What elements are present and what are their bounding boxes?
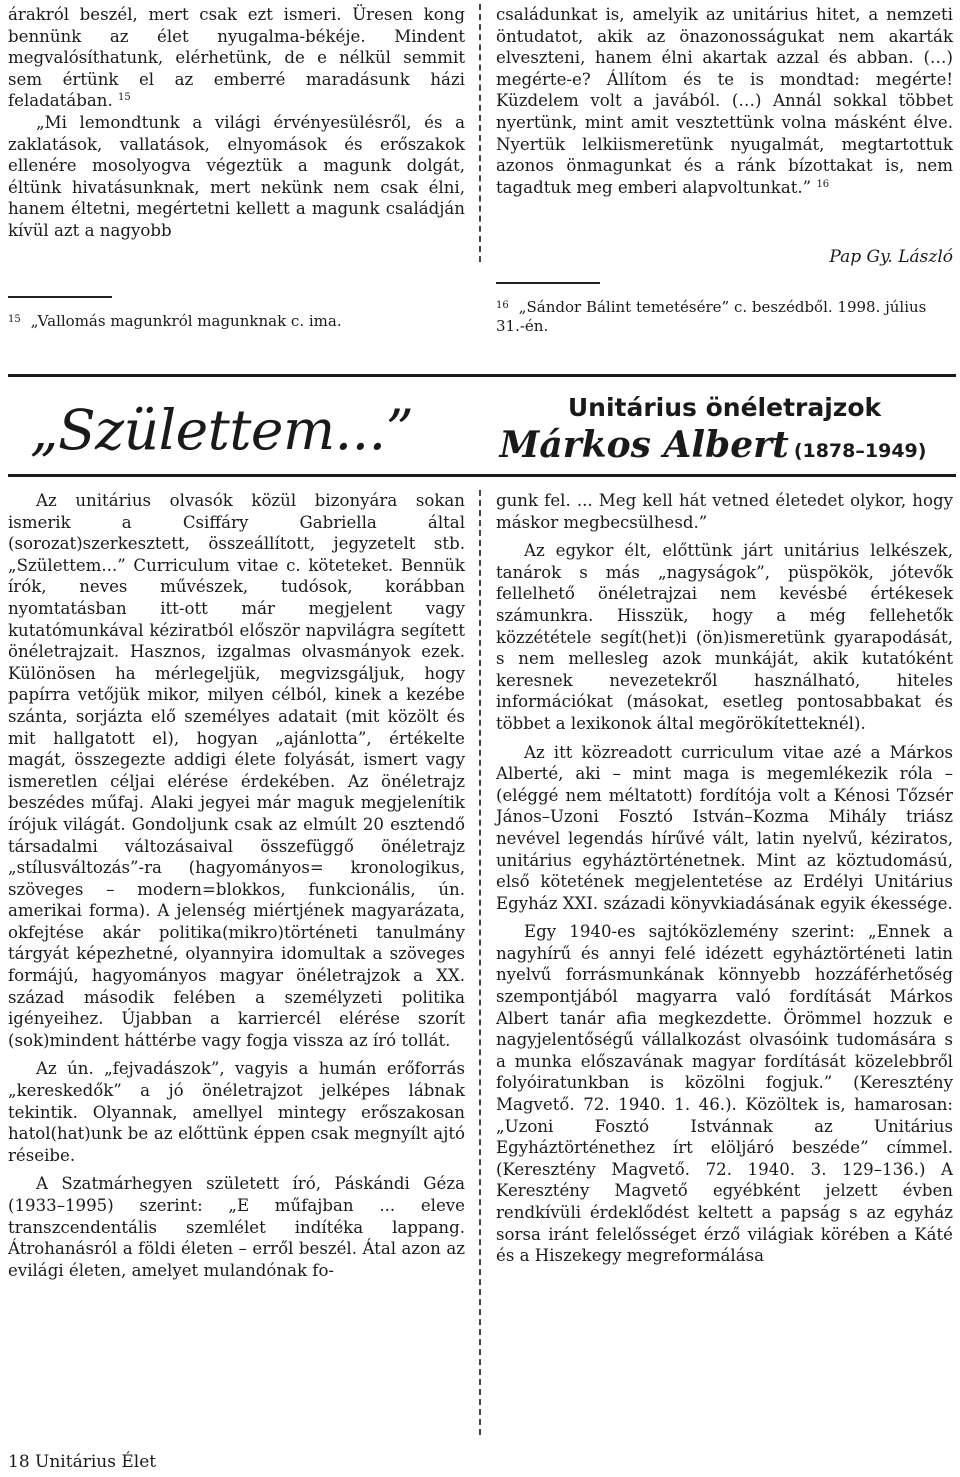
footnote-marker-16: 16 — [816, 178, 830, 190]
top-right-column — [496, 4, 953, 198]
footnote-rule-right — [496, 282, 600, 284]
top-right-paragraph-1: családunkat is, amelyik az unitárius hitet, a nemzeti öntudatot, akik az önazonosságukat nem akarták elveszteni, hanem élni akartak azzal és abban. (…) megérte-e? Állítom és te is mondtad: megérte! Küzdelem volt a javából. (…) Annál sokkal többet nyertünk, mint amit vesztettünk volna másként élve. Nyertük lelkiismeretünk nyugalmát, megtartottuk azonos önmagunkat és a ránk bízottakat is, nem tagadtuk meg emberi alapvoltunkat.” $^{16}$ — [496, 5, 953, 197]
author-name: Márkos Albert — [499, 424, 789, 466]
bottom-right-paragraph-2: Az egykor élt, előttünk járt unitárius lelkészek, tanárok s más „nagyságok”, püspökök, jótevők fellelhető önéletrajzai nem kevésbé értékesek számunkra. Hisszük, hogy a még fellehetők közzététele segít(het)i (ön)ismeretünk gyarapodását, s nem mellesleg azok munkáját, akik kutatóként keresnek nevezetekről használható, hiteles információkat (másokat, esetleg pontosabbakat és többet a lexikonok által megörökítetteknél). — [496, 541, 953, 733]
bottom-left-paragraph-3: A Szatmárhegyen született író, Páskándi Géza (1933–1995) szerint: „E műfajban ... eleve transzcendentális szemlélet indítéka lappang. Átrohanásról a földi életen – erről beszél. Átal azon az evilági életen, amelyet mulandónak fo- — [8, 1174, 465, 1280]
top-left-column — [8, 4, 465, 242]
banner-top-rule — [8, 374, 956, 377]
signature: Pap Gy. László — [829, 247, 953, 267]
footnote-rule-left — [8, 296, 112, 298]
author-years: (1878–1949) — [793, 440, 927, 462]
footnote-16: $^{16}$ „Sándor Bálint temetésére” c. beszédből. 1998. július 31.-én. — [496, 298, 927, 335]
page-footer: 18 Unitárius Élet — [8, 1452, 157, 1472]
top-left-paragraph-2: „Mi lemondtunk a világi érvényesülésről, és a zaklatások, vallatások, elnyomások és erőszakok ellenére mosolyogva végeztük a magunk dolgát, éltünk hivatásunknak, mert nekünk nem csak élni, hanem éltetni, megértetni kellett a magunk családján kívül azt a nagyobb — [8, 112, 465, 240]
bottom-right-paragraph-3: Az itt közreadott curriculum vitae azé a Márkos Alberté, aki – mint maga is megemlékezik róla – (eléggé nem méltatott) fordítója volt a Kénosi Tőzsér János–Uzoni Fosztó István–Kozma Mihály triász nevével legendás hírűvé vált, latin nyelvű, kéziratos, unitárius egyháztörténetnek. Mint az köztudomású, első kötetének megjelentetése az Erdélyi Unitárius Egyház XXI. századi könyvkiadásának egyik ékessége. — [496, 742, 953, 913]
top-left-paragraph-1: árakról beszél, mert csak ezt ismeri. Üresen kong bennünk az élet nyugalma-békéje. Mindent megvalósíthatunk, elérhetünk, de e nélkül semmit sem értünk el az emberré maradásunk házi feladatában. $^{15}$ — [8, 5, 465, 111]
bottom-left-paragraph-1: Az unitárius olvasók közül bizonyára sokan ismerik a Csiffáry Gabriella által (sorozat)szerkesztett, összeállított, jegyzetelt stb. „Születtem...” Curriculum vitae c. köteteket. Bennük írók, neves művészek, tudósok, korábban nyomtatásban itt-ott már megjelent vagy kutatómunkával kéziratból először napvilágra segített önéletrajzait. Hasznos, izgalmas olvasmányok ezek. Különösen ha mérlegeljük, megvizsgáljuk, hogy papírra vetőjük mikor, milyen célból, kinek a kezébe szánta, sorjázta elő személyes adatait (mit közölt és mit hallgatott el), hogyan „ajánlotta”, értékelte magát, összegezte addigi élete folyását, ismert vagy ismeretlen céljai elérése érdekében. Az önéletrajz beszédes műfaj. Alaki jegyei már maguk megjelenítik írójuk világát. Gondoljunk csak az elmúlt 20 esztendő társadalmi változásaival összefüggő önéletrajz „stílusváltozás”-ra (hagyományos= kronologikus, szöveges – modern=blokkos, funkcionális, ún. amerikai forma). A jelenség miértjének magyarázata, okfejtése akár politika(mikro)történeti tanulmány tárgyát képezhetné, olyannyira idomultak a szöveges formájú, hagyományos magyar önéletrajzok a XX. század második felében a személyzeti politika igényeihez. Újabban a karriercél elérése szorít (sok)mindent háttérbe vagy fogja vissza az író tollát. — [8, 491, 465, 1050]
banner-bottom-rule — [8, 474, 956, 477]
banner-subtitle: Unitárius önéletrajzok — [567, 393, 882, 422]
bottom-left-column — [8, 490, 465, 1281]
banner-author — [470, 424, 956, 466]
column-divider-bottom — [479, 490, 481, 1435]
bottom-right-paragraph-1: gunk fel. ... Meg kell hát vetned életedet olykor, hogy máskor megbecsülhesd.” — [496, 491, 953, 532]
banner-title: „Születtem...” — [30, 398, 414, 462]
footnote-15: $^{15}$ „Vallomás magunkról magunknak c. ima. — [8, 312, 342, 330]
bottom-left-paragraph-2: Az ún. „fejvadászok”, vagyis a humán erőforrás „kereskedők” a jó önéletrajzot jelképes lábnak tekintik. Olyannak, amellyel mintegy erőszakosan hatol(hat)unk be az előttünk éppen csak megnyílt ajtó réseibe. — [8, 1059, 465, 1165]
footnote-marker-15: 15 — [118, 92, 131, 104]
bottom-right-column — [496, 490, 953, 1267]
column-divider-top — [479, 4, 481, 262]
bottom-right-paragraph-4: Egy 1940-es sajtóközlemény szerint: „Ennek a nagyhírű és annyi felé idézett egyháztörténeti latin nyelvű forrásmunkának könnyebb hozzáférhetőség szempontjából magyarra való fordítását Márkos Albert tanár afia megkezdette. Örömmel hozzuk e nagyjelentőségű vállalkozást olvasóink tudomására s a munka előszavának magyar fordítását közelebbről folyóiratunkban is közölni fogjuk.” (Keresztény Magvető. 72. 1940. 1. 46.). Közöltek is, hamarosan: „Uzoni Fosztó Istvánnak az Unitárius Egyháztörténethez írt elöljáró beszéde” címmel. (Keresztény Magvető. 72. 1940. 3. 129–136.) A Keresztény Magvető egyébként jelzett évben rendkívüli érdeklődést keltett a papság s az egyház sorsa iránt felelősséget érző világiak körében a Káté és a Hiszekegy megreformálása — [496, 922, 953, 1266]
